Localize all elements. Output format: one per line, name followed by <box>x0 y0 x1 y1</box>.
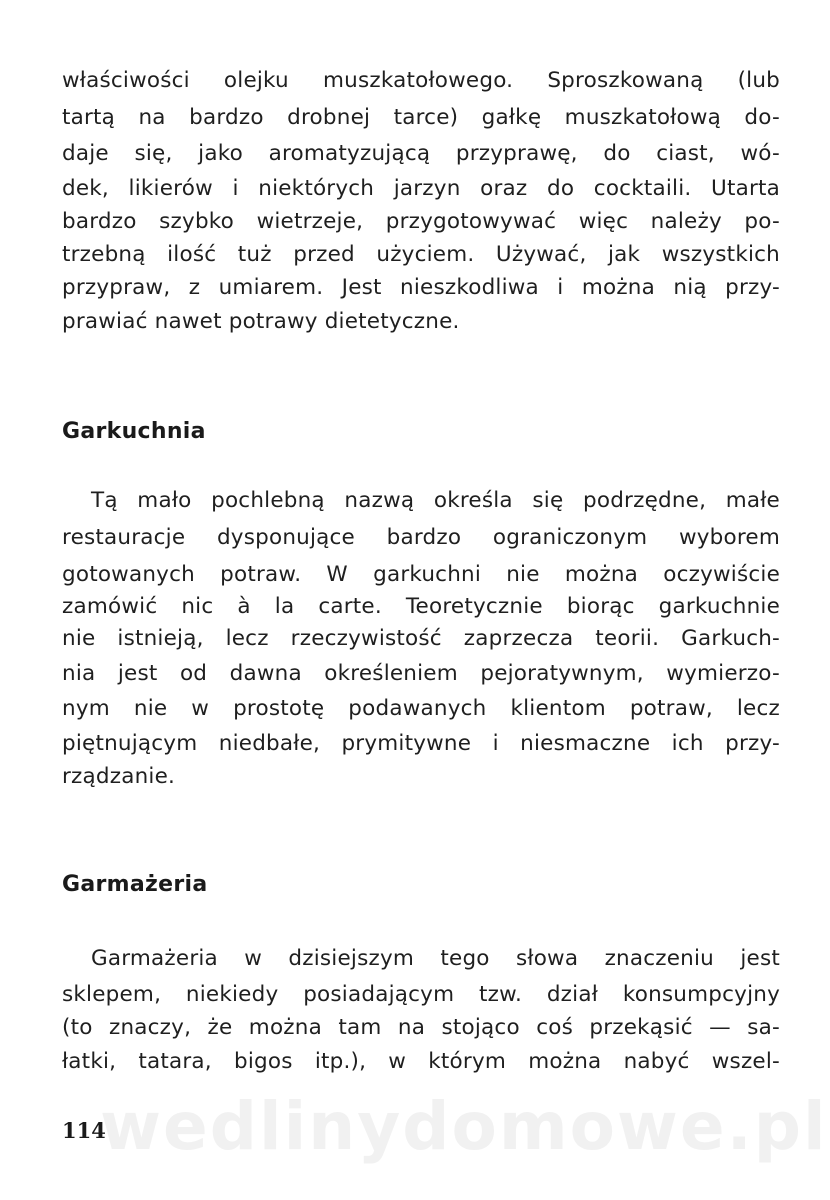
section-heading-garkuchnia: Garkuchnia <box>62 419 206 444</box>
text-line: trzebną ilość tuż przed użyciem. Używać, jak wszystkich <box>62 242 780 267</box>
page-number: 114 <box>62 1118 106 1143</box>
text-line: tartą na bardzo drobnej tarce) gałkę muszkatołową do- <box>62 105 780 130</box>
text-line: piętnującym niedbałe, prymitywne i niesmaczne ich przy- <box>62 731 780 756</box>
text-line: właściwości olejku muszkatołowego. Sproszkowaną (lub <box>62 68 780 93</box>
text-line: gotowanych potraw. W garkuchni nie można oczywiście <box>62 562 780 587</box>
text-line: daje się, jako aromatyzującą przyprawę, do ciast, wó- <box>62 141 780 166</box>
section-heading-garmazeria: Garmażeria <box>62 872 208 897</box>
text-line: (to znaczy, że można tam na stojąco coś przekąsić — sa- <box>62 1015 780 1040</box>
text-line: nie istnieją, lecz rzeczywistość zaprzecza teorii. Garkuch- <box>62 626 780 651</box>
text-line: rządzanie. <box>62 764 176 789</box>
text-line: restauracje dysponujące bardzo ograniczonym wyborem <box>62 525 780 550</box>
watermark: wedlinydomowe.pl <box>100 1088 828 1165</box>
text-line: dek, likierów i niektórych jarzyn oraz do cocktaili. Utarta <box>62 176 780 201</box>
text-line: Garmażeria w dzisiejszym tego słowa znaczeniu jest <box>91 946 780 971</box>
text-line: przypraw, z umiarem. Jest nieszkodliwa i można nią przy- <box>62 275 780 300</box>
text-line: nia jest od dawna określeniem pejoratywnym, wymierzo- <box>62 661 780 686</box>
text-line: prawiać nawet potrawy dietetyczne. <box>62 309 460 334</box>
text-line: zamówić nic à la carte. Teoretycznie biorąc garkuchnie <box>62 594 780 619</box>
text-line: sklepem, niekiedy posiadającym tzw. dział konsumpcyjny <box>62 982 780 1007</box>
text-line: Tą mało pochlebną nazwą określa się podrzędne, małe <box>91 488 780 513</box>
text-line: nym nie w prostotę podawanych klientom potraw, lecz <box>62 696 780 721</box>
text-line: bardzo szybko wietrzeje, przygotowywać więc należy po- <box>62 209 780 234</box>
text-line: łatki, tatara, bigos itp.), w którym można nabyć wszel- <box>62 1049 780 1074</box>
